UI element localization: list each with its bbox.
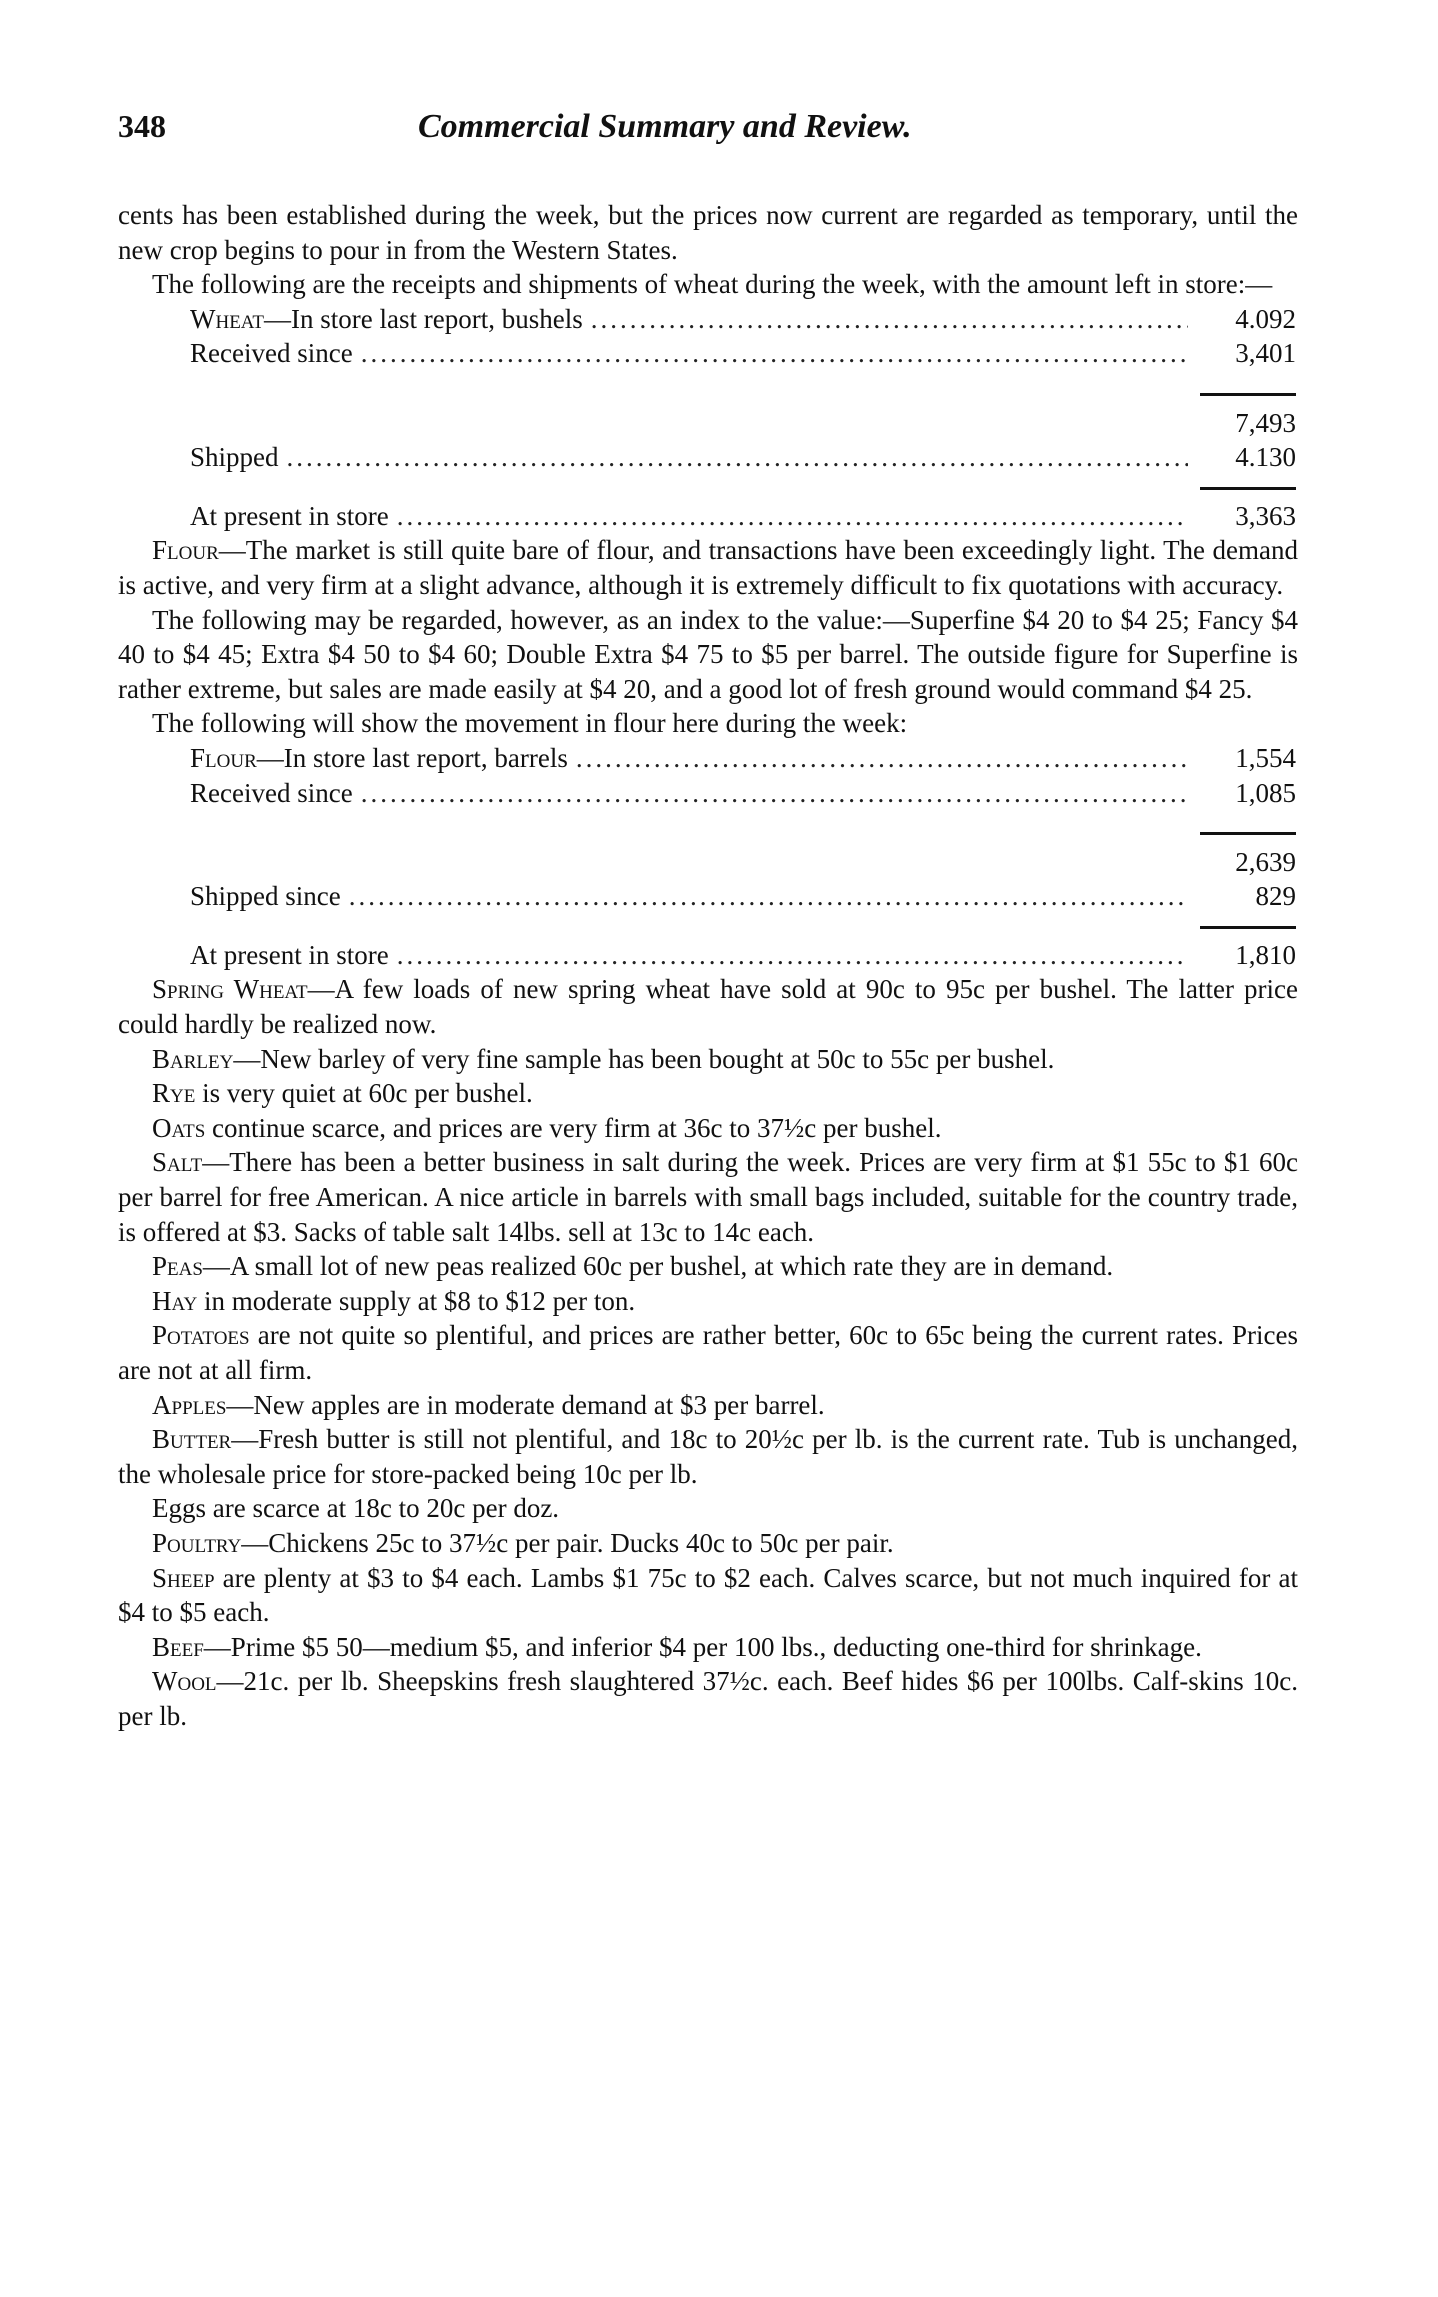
paragraph-text: is very quiet at 60c per bushel. bbox=[195, 1078, 533, 1109]
paragraph-flour-intro: The following will show the movement in flour here during the week: bbox=[152, 708, 908, 739]
commodity-heading: Beef bbox=[152, 1631, 204, 1662]
dot-leader bbox=[576, 741, 1188, 776]
row-label: At present in store bbox=[190, 939, 389, 970]
row-value: 3,363 bbox=[1235, 500, 1296, 531]
sum-rule bbox=[190, 475, 1296, 499]
commodity-heading: Poultry bbox=[152, 1527, 242, 1558]
paragraph-cents: cents has been established during the week, but the prices now current are regarded as temporary, until the new crop begins to pour in from the Western States. bbox=[118, 200, 1298, 265]
sum-rule bbox=[190, 810, 1296, 845]
paragraph-text: —The market is still quite bare of flour, and transactions have been exceedingly light. The demand is active, and very firm at a slight advance, although it is extremely difficult to fix quotations with accuracy. bbox=[118, 535, 1298, 600]
article-body bbox=[118, 198, 1298, 1734]
paragraph-apples bbox=[118, 1388, 1298, 1423]
paragraph-eggs: Eggs are scarce at 18c to 20c per doz. bbox=[152, 1493, 560, 1524]
dot-leader bbox=[361, 776, 1188, 811]
paragraph-wool bbox=[118, 1664, 1298, 1733]
commodity-heading: Rye bbox=[152, 1078, 196, 1109]
paragraph-wheat-intro: The following are the receipts and shipments of wheat during the week, with the amount left in store:— bbox=[152, 269, 1273, 300]
paragraph-barley bbox=[118, 1042, 1298, 1077]
row-label-text: —In store last report, bushels bbox=[264, 303, 583, 334]
table-row bbox=[190, 879, 1296, 914]
table-row bbox=[190, 741, 1296, 776]
commodity-heading: Hay bbox=[152, 1285, 198, 1316]
row-value: 1,554 bbox=[1235, 742, 1296, 773]
table-row bbox=[190, 336, 1296, 371]
commodity-heading: Wool bbox=[152, 1666, 217, 1697]
paragraph-text: —Chickens 25c to 37½c per pair. Ducks 40c to 50c per pair. bbox=[241, 1527, 894, 1558]
subtotal-value: 2,639 bbox=[1235, 846, 1296, 877]
paragraph-text: continue scarce, and prices are very firm at 36c to 37½c per bushel. bbox=[205, 1112, 942, 1143]
commodity-heading: Flour bbox=[152, 535, 219, 566]
commodity-heading: Oats bbox=[152, 1112, 206, 1143]
dot-leader bbox=[361, 336, 1188, 371]
table-row bbox=[190, 776, 1296, 811]
commodity-heading: Sheep bbox=[152, 1562, 215, 1593]
paragraph-text: —Fresh butter is still not plentiful, and 18c to 20½c per lb. is the current rate. Tub is unchanged, the wholesale price for store-packed being 10c per lb. bbox=[118, 1424, 1298, 1489]
row-value: 1,810 bbox=[1235, 939, 1296, 970]
running-title: Commercial Summary and Review. bbox=[418, 108, 912, 145]
paragraph-text: —There has been a better business in salt during the week. Prices are very firm at $1 55c to $1 60c per barrel for free American. A nice article in barrels with small bags included, suitable for the country trade, is offered at $3. Sacks of table salt 14lbs. sell at 13c to 14c each. bbox=[118, 1147, 1298, 1247]
paragraph-text: —A small lot of new peas realized 60c per bushel, at which rate they are in demand. bbox=[202, 1251, 1114, 1282]
page-number: 348 bbox=[118, 108, 166, 144]
paragraph-text: are not quite so plentiful, and prices are rather better, 60c to 65c being the current rates. Prices are not at all firm. bbox=[118, 1320, 1298, 1385]
row-value: 829 bbox=[1255, 881, 1296, 912]
commodity-heading: Butter bbox=[152, 1424, 232, 1455]
row-label: At present in store bbox=[190, 500, 389, 531]
paragraph-poultry bbox=[118, 1526, 1298, 1561]
paragraph-peas bbox=[118, 1249, 1298, 1284]
commodity-heading: Apples bbox=[152, 1389, 227, 1420]
paragraph-text: are plenty at $3 to $4 each. Lambs $1 75c to $2 each. Calves scarce, but not much inquired for at $4 to $5 each. bbox=[118, 1562, 1298, 1628]
dot-leader bbox=[397, 938, 1188, 973]
table-row bbox=[190, 406, 1296, 441]
row-label: Received since bbox=[190, 777, 353, 808]
paragraph-rye bbox=[118, 1076, 1298, 1111]
commodity-heading: Spring Wheat bbox=[152, 974, 308, 1005]
paragraph-text: —21c. per lb. Sheepskins fresh slaughtered 37½c. each. Beef hides $6 per 100lbs. Calf-skins 10c. per lb. bbox=[118, 1666, 1298, 1731]
paragraph-text: —New barley of very fine sample has been bought at 50c to 55c per bushel. bbox=[233, 1043, 1055, 1074]
row-label-text: —In store last report, barrels bbox=[256, 742, 568, 773]
table-row bbox=[190, 440, 1296, 475]
row-label: Received since bbox=[190, 338, 353, 369]
dot-leader bbox=[287, 440, 1188, 475]
paragraph-text: —A few loads of new spring wheat have sold at 90c to 95c per bushel. The latter price could hardly be realized now. bbox=[118, 974, 1298, 1040]
table-row bbox=[190, 938, 1296, 973]
commodity-heading: Peas bbox=[152, 1251, 203, 1282]
dot-leader bbox=[397, 499, 1188, 534]
paragraph-spring-wheat bbox=[118, 972, 1298, 1041]
row-value: 4.092 bbox=[1235, 303, 1296, 334]
commodity-heading: Wheat bbox=[190, 303, 265, 334]
paragraph-text: —Prime $5 50—medium $5, and inferior $4 per 100 lbs., deducting one-third for shrinkage. bbox=[203, 1631, 1202, 1662]
row-label bbox=[190, 741, 568, 776]
paragraph-text: —New apples are in moderate demand at $3 per barrel. bbox=[226, 1389, 825, 1420]
paragraph-text: in moderate supply at $8 to $12 per ton. bbox=[197, 1285, 636, 1316]
paragraph-potatoes bbox=[118, 1318, 1298, 1387]
row-value: 4.130 bbox=[1235, 442, 1296, 473]
row-label: Shipped since bbox=[190, 881, 341, 912]
row-value: 3,401 bbox=[1235, 338, 1296, 369]
paragraph-flour-prices: The following may be regarded, however, as an index to the value:—Superfine $4 20 to $4 25; Fancy $4 40 to $4 45; Extra $4 50 to $4 60; Double Extra $4 75 to $5 per barrel. The outside figure for Superfine is rather extreme, but sales are made easily at $4 20, and a good lot of fresh ground would command $4 25. bbox=[118, 604, 1298, 704]
paragraph-butter bbox=[118, 1422, 1298, 1491]
row-label bbox=[190, 302, 583, 337]
paragraph-sheep bbox=[118, 1561, 1298, 1630]
paragraph-oats bbox=[118, 1111, 1298, 1146]
dot-leader bbox=[591, 302, 1188, 337]
sum-rule bbox=[190, 914, 1296, 938]
table-row bbox=[190, 845, 1296, 880]
paragraph-hay bbox=[118, 1284, 1298, 1319]
commodity-heading: Barley bbox=[152, 1043, 234, 1074]
dot-leader bbox=[349, 879, 1188, 914]
paragraph-salt bbox=[118, 1145, 1298, 1249]
commodity-heading: Flour bbox=[190, 742, 257, 773]
page-header bbox=[118, 108, 1298, 158]
row-label: Shipped bbox=[190, 442, 279, 473]
paragraph-flour bbox=[118, 533, 1298, 602]
wheat-movement-table bbox=[190, 302, 1296, 534]
commodity-heading: Potatoes bbox=[152, 1320, 250, 1351]
table-row bbox=[190, 302, 1296, 337]
sum-rule bbox=[190, 371, 1296, 406]
flour-movement-table bbox=[190, 741, 1296, 973]
subtotal-value: 7,493 bbox=[1235, 407, 1296, 438]
paragraph-beef bbox=[118, 1630, 1298, 1665]
table-row bbox=[190, 499, 1296, 534]
commodity-heading: Salt bbox=[152, 1147, 203, 1178]
row-value: 1,085 bbox=[1235, 777, 1296, 808]
